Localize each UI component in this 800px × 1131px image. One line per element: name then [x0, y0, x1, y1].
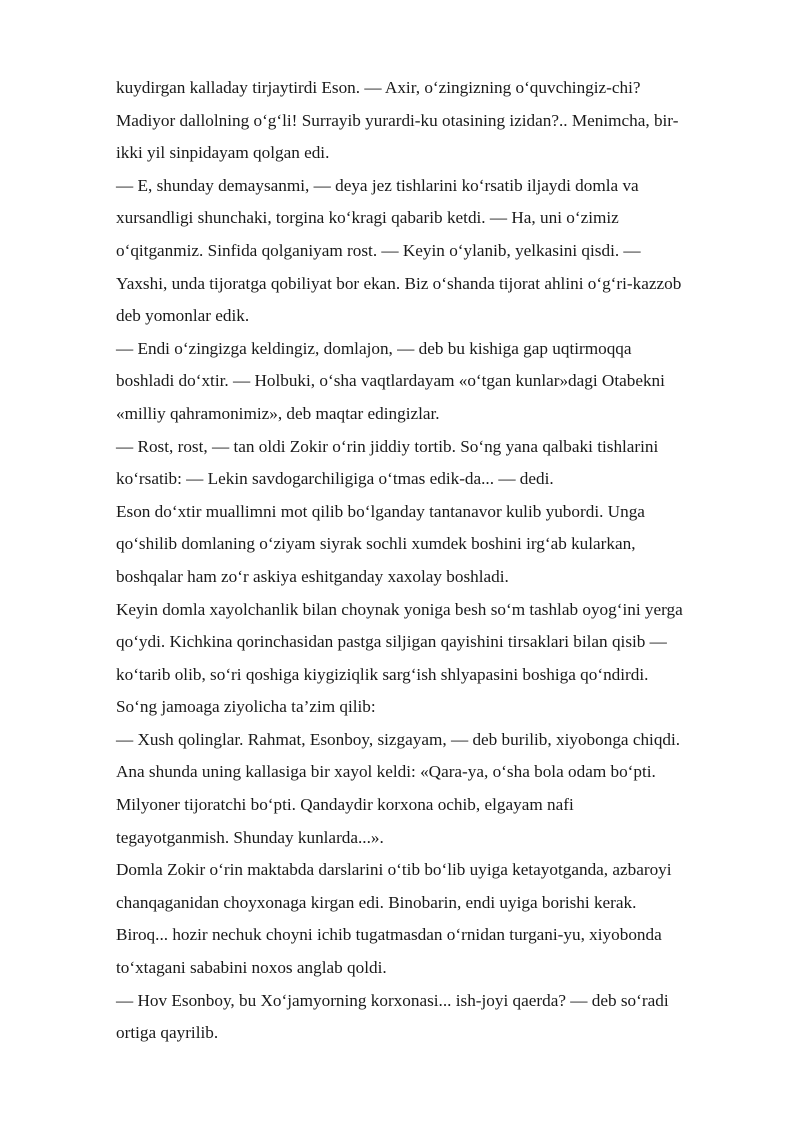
text-line: ikki yil sinpidayam qolgan edi. [116, 143, 330, 163]
text-line: — Endi o‘zingizga keldingiz, domlajon, — deb bu kishiga gap uqtirmoqqa [116, 338, 632, 358]
text-line: qo‘ydi. Kichkina qorinchasidan pastga siljigan qayishini tirsaklari bilan qisib — [116, 632, 667, 652]
text-line: — Xush qolinglar. Rahmat, Esonboy, sizgayam, — deb burilib, xiyobonga chiqdi. [116, 729, 681, 749]
text-line: — Hov Esonboy, bu Xo‘jamyorning korxonasi... ish-joyi qaerda? — deb so‘radi [116, 990, 669, 1010]
text-line: «milliy qahramonimiz», deb maqtar edingizlar. [116, 403, 440, 423]
text-line: — E, shunday demaysanmi, — deya jez tishlarini ko‘rsatib iljaydi domla va [116, 175, 639, 195]
text-line: ko‘rsatib: — Lekin savdogarchiligiga o‘tmas edik-da... — dedi. [116, 469, 554, 489]
text-line: kuydirgan kalladay tirjaytirdi Eson. — Axir, o‘zingizning o‘quvchingiz-chi? [116, 78, 641, 97]
text-line: boshladi do‘xtir. — Holbuki, o‘sha vaqtlardayam «o‘tgan kunlar»dagi Otabekni [116, 371, 665, 391]
text-line: xursandligi shunchaki, torgina ko‘kragi qabarib ketdi. — Ha, uni o‘zimiz [116, 208, 619, 228]
body-text [116, 72, 756, 1050]
text-line: ortiga qayrilib. [116, 1023, 219, 1043]
text-line: ko‘tarib olib, so‘ri qoshiga kiygiziqlik sarg‘ish shlyapasini boshiga qo‘ndirdi. [116, 664, 649, 684]
text-line: Ana shunda uning kallasiga bir xayol keldi: «Qara-ya, o‘sha bola odam bo‘pti. [116, 762, 656, 782]
text-line: Biroq... hozir nechuk choyni ichib tugatmasdan o‘rnidan turgani-yu, xiyobonda [116, 925, 662, 945]
text-line: qo‘shilib domlaning o‘ziyam siyrak sochli xumdek boshini irg‘ab kularkan, [116, 534, 636, 554]
text-line: o‘qitganmiz. Sinfida qolganiyam rost. — Keyin o‘ylanib, yelkasini qisdi. — [116, 240, 641, 260]
text-line: to‘xtagani sababini noxos anglab qoldi. [116, 958, 387, 978]
text-line: Domla Zokir o‘rin maktabda darslarini o‘tib bo‘lib uyiga ketayotganda, azbaroyi [116, 860, 672, 880]
text-line: Milyoner tijoratchi bo‘pti. Qandaydir korxona ochib, elgayam nafi [116, 795, 574, 815]
text-line: Keyin domla xayolchanlik bilan choynak yoniga besh so‘m tashlab oyog‘ini yerga [116, 599, 683, 619]
text-line: Yaxshi, unda tijoratga qobiliyat bor ekan. Biz o‘shanda tijorat ahlini o‘g‘ri-kazzob [116, 273, 682, 293]
text-line: deb yomonlar edik. [116, 306, 250, 326]
text-line: chanqaganidan choyxonaga kirgan edi. Binobarin, endi uyiga borishi kerak. [116, 892, 637, 912]
text-line: boshqalar ham zo‘r askiya eshitganday xaxolay boshladi. [116, 566, 509, 586]
text-line: — Rost, rost, — tan oldi Zokir o‘rin jiddiy tortib. So‘ng yana qalbaki tishlarini [116, 436, 659, 456]
text-line: So‘ng jamoaga ziyolicha ta’zim qilib: [116, 697, 376, 717]
text-line: Madiyor dallolning o‘g‘li! Surrayib yurardi-ku otasining izidan?.. Menimcha, bir- [116, 110, 679, 130]
text-line: tegayotganmish. Shunday kunlarda...». [116, 827, 384, 847]
text-line: Eson do‘xtir muallimni mot qilib bo‘lganday tantanavor kulib yubordi. Unga [116, 501, 645, 521]
